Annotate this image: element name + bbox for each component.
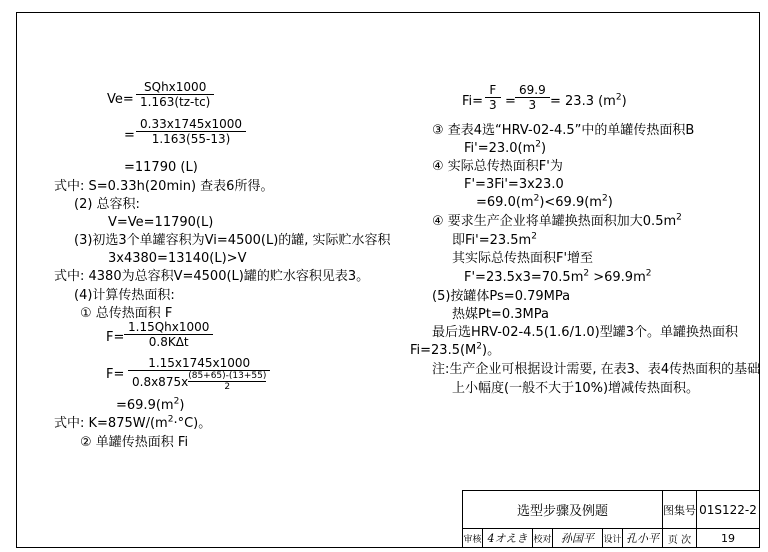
note-k-sup: 2: [167, 414, 174, 425]
title-block: [462, 490, 760, 548]
fi-lhs: Fi=: [462, 94, 484, 109]
f-numerator: 1.15Qhx1000: [124, 320, 213, 335]
fi-result-text: = 23.3 (m: [550, 94, 616, 109]
remark-line2: 上小幅度(一般不大于10%)增减传热面积。: [452, 381, 700, 396]
item2-line: V=Ve=11790(L): [108, 215, 214, 230]
ve-numerator-2: 0.33x1745x1000: [136, 117, 246, 132]
check-signature: 孙国平: [553, 529, 603, 547]
sub4-line2-sup2: 2: [601, 193, 608, 204]
sub3-line: [464, 141, 546, 157]
review-signature: 4オえき: [483, 529, 533, 547]
f-result: [116, 398, 184, 414]
f2-den-subfraction: [188, 371, 266, 392]
f2-den-sub-num: (85+65)-(13+55): [188, 371, 267, 381]
page-number: 19: [721, 531, 735, 545]
fi-result-sup: 2: [615, 92, 622, 103]
sub5-title-text: ④ 要求生产企业将单罐换热面积加大0.5m: [432, 214, 677, 229]
note-4380: 式中: 4380为总容积V=4500(L)罐的贮水容积见表3。: [54, 269, 370, 284]
remark-line1: 注:生产企业可根据设计需要, 在表3、表4传热面积的基础: [432, 362, 761, 377]
f2-denominator: [128, 371, 270, 392]
sub5-line1: [452, 233, 537, 249]
item2-title: (2) 总容积:: [74, 197, 140, 212]
title-block-title: 选型步骤及例题: [463, 491, 663, 529]
f2-den-main: 0.8x875x: [132, 374, 189, 389]
f-denominator: 0.8KΔt: [148, 335, 189, 349]
fi-denominator-1: 3: [489, 98, 497, 112]
final-line2: [410, 343, 500, 359]
sub3-line-sup: 2: [535, 139, 542, 150]
note-s: 式中: S=0.33h(20min) 查表6所得。: [54, 179, 274, 194]
ve-fraction: [136, 80, 214, 109]
design-label: 设计: [603, 529, 623, 547]
sub5-title-sup: 2: [676, 212, 682, 223]
item5-line: 热媒Pt=0.3MPa: [452, 307, 549, 322]
design-signature: 孔小平: [623, 529, 663, 547]
sub5-line3-end: >69.9m: [589, 270, 646, 285]
final-line2-end: )。: [482, 343, 501, 358]
f2-numerator: 1.15x1745x1000: [128, 356, 270, 371]
sub5-line3-sup2: 2: [645, 268, 652, 279]
note-k: [54, 416, 211, 432]
item3-line: 3x4380=13140(L)>V: [108, 251, 247, 266]
review-label: 审核: [463, 529, 483, 547]
atlas-label: 图集号: [663, 491, 697, 529]
item4-title: (4)计算传热面积:: [74, 288, 175, 303]
sub4-line2: [476, 195, 613, 211]
note-k-end: ·°C)。: [173, 416, 212, 431]
item5-title: (5)按罐体Ps=0.79MPa: [432, 289, 571, 304]
sub5-title: [432, 214, 682, 230]
sub4-line2-sup: 2: [533, 193, 540, 204]
sub2-title: ② 单罐传热面积 Fi: [80, 435, 189, 450]
fi-numerator-1: F: [485, 83, 501, 98]
fi-fraction-1: [485, 83, 501, 112]
fi-result: [550, 94, 627, 110]
sub5-line3-text: F'=23.5x3=70.5m: [464, 270, 584, 285]
final-line1: 最后选HRV-02-4.5(1.6/1.0)型罐3个。单罐换热面积: [432, 325, 738, 340]
sub3-line-text: Fi'=23.0(m: [464, 141, 536, 156]
sub4-line2-a: =69.0(m: [476, 195, 534, 210]
ve-denominator-2: 1.163(55-13): [151, 132, 231, 146]
f-lhs: F=: [106, 330, 125, 345]
sub5-line3: [464, 270, 651, 286]
sub3-line-end: ): [541, 141, 547, 156]
f2-den-sub-den: 2: [224, 382, 231, 392]
final-line2-text: Fi=23.5(M: [410, 343, 477, 358]
fi-numerator-2: 69.9: [515, 83, 550, 98]
final-line2-sup: 2: [476, 341, 483, 352]
ve-denominator: 1.163(tz-tc): [140, 95, 211, 109]
sub5-line1-sup: 2: [531, 231, 537, 242]
ve-lhs: Ve=: [107, 92, 134, 107]
page-label: 页 次: [663, 529, 697, 547]
note-k-text: 式中: K=875W/(m: [54, 416, 168, 431]
ve-numerator: SQhx1000: [136, 80, 214, 95]
fi-result-end: ): [621, 94, 627, 109]
sub4-line2-mid: )<69.9(m: [539, 195, 602, 210]
sub4-line1: F'=3Fi'=3x23.0: [464, 177, 564, 192]
f-fraction: [124, 320, 213, 349]
fi-fraction-2: [515, 83, 550, 112]
ve-fraction-2: [136, 117, 246, 146]
atlas-number: 01S122-2: [697, 491, 759, 529]
f2-lhs: F=: [106, 367, 125, 382]
item3-title: (3)初选3个单罐容积为Vi=4500(L)的罐, 实际贮水容积: [74, 233, 391, 248]
f-result-end: ): [179, 398, 185, 413]
f2-fraction: [128, 356, 270, 392]
fi-denominator-2: 3: [528, 98, 537, 112]
sub3-title: ③ 查表4选“HRV-02-4.5”中的单罐传热面积B: [432, 123, 695, 138]
sub1-title: ① 总传热面积 F: [80, 306, 173, 321]
sub4-title: ④ 实际总传热面积F'为: [432, 159, 563, 174]
sub5-line2: 其实际总传热面积F'增至: [452, 251, 594, 266]
check-label: 校对: [533, 529, 553, 547]
ve-eq: =: [124, 128, 135, 143]
sub5-line1-text: 即Fi'=23.5m: [452, 233, 532, 248]
f-result-sup: 2: [173, 396, 180, 407]
ve-result: =11790 (L): [124, 160, 198, 175]
sub4-line2-end: ): [607, 195, 613, 210]
fi-eq: =: [505, 94, 516, 109]
f-result-text: =69.9(m: [116, 398, 174, 413]
sub5-line3-sup: 2: [583, 268, 590, 279]
